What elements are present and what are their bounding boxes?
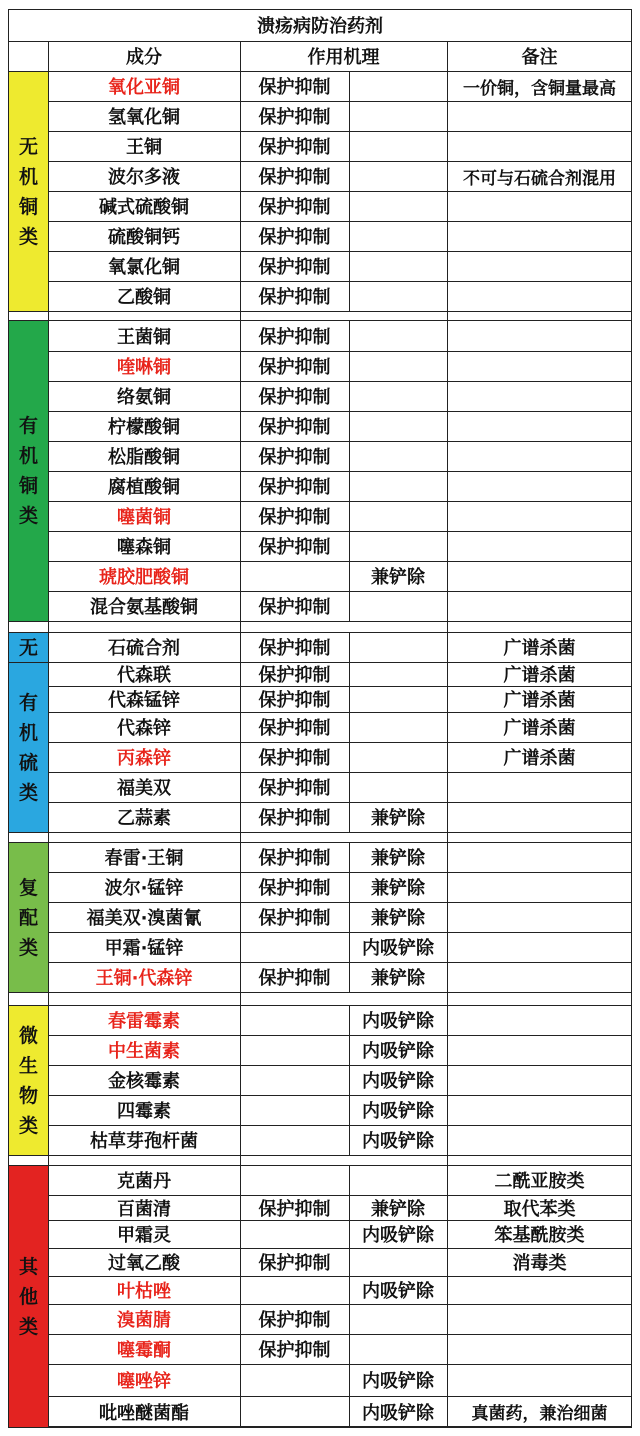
ingredient-cell: 代森锌: [117, 718, 171, 739]
note-cell: [447, 902, 632, 932]
category-label-char: 铜: [18, 195, 38, 218]
mechanism-protect-cell: [240, 1276, 349, 1304]
mechanism-eradicate-cell: 内吸铲除: [362, 938, 434, 959]
mechanism-eradicate-cell: [349, 281, 447, 311]
ingredient-cell: 春雷霉素: [108, 1011, 180, 1032]
note-cell: 消毒类: [512, 1253, 567, 1274]
column-divider: [240, 320, 241, 621]
mechanism-eradicate-cell: 内吸铲除: [362, 1402, 434, 1424]
category-label-char: 类: [18, 225, 38, 248]
column-divider: [447, 632, 448, 662]
note-cell: [447, 1065, 632, 1095]
ingredient-cell: 氧化亚铜: [108, 77, 180, 98]
mechanism-eradicate-cell: [349, 591, 447, 621]
mechanism-eradicate-cell: 内吸铲除: [362, 1371, 434, 1392]
note-cell: [447, 932, 632, 962]
note-cell: [447, 191, 632, 221]
column-divider: [240, 1005, 241, 1155]
group-divider: [8, 832, 632, 833]
note-cell: 广谱杀菌: [503, 638, 576, 659]
column-divider: [447, 71, 448, 311]
note-cell: 笨基酰胺类: [494, 1225, 585, 1246]
ingredient-cell: 喹啉铜: [117, 357, 171, 378]
category-label-char: 类: [18, 1315, 38, 1338]
note-cell: [447, 591, 632, 621]
mechanism-protect-cell: 保护抑制: [258, 107, 331, 128]
column-divider: [447, 311, 448, 320]
note-cell: [447, 561, 632, 591]
ingredient-cell: 碱式硫酸铜: [99, 197, 189, 218]
mechanism-eradicate-cell: [349, 71, 447, 101]
ingredient-cell: 噻森铜: [117, 537, 171, 558]
group-divider: [8, 842, 632, 843]
mechanism-protect-cell: 保护抑制: [258, 227, 331, 248]
group-divider: [8, 632, 632, 633]
table-title: 溃疡病防治药剂: [257, 16, 383, 37]
column-divider: [349, 1005, 350, 1155]
note-cell: [447, 962, 632, 992]
column-divider: [240, 662, 241, 832]
note-cell: [447, 471, 632, 501]
ingredient-cell: 腐植酸铜: [108, 477, 180, 498]
column-divider: [240, 632, 241, 662]
mechanism-eradicate-cell: [349, 501, 447, 531]
column-divider: [48, 41, 49, 71]
column-divider: [48, 621, 49, 632]
mechanism-eradicate-cell: [349, 1334, 447, 1364]
mechanism-protect-cell: 保护抑制: [258, 257, 331, 278]
ingredient-cell: 溴菌腈: [117, 1310, 171, 1331]
group-divider: [8, 1005, 632, 1006]
ingredient-cell: 琥胶肥酸铜: [99, 567, 189, 588]
mechanism-protect-cell: 保护抑制: [258, 507, 331, 528]
note-cell: [447, 281, 632, 311]
mechanism-protect-cell: 保护抑制: [258, 287, 331, 308]
mechanism-protect-cell: 保护抑制: [258, 908, 331, 929]
column-divider: [240, 842, 241, 992]
category-label-char: 硫: [18, 751, 38, 774]
note-cell: [447, 1304, 632, 1334]
column-divider: [240, 621, 241, 632]
category-compound: [9, 843, 48, 992]
mechanism-eradicate-cell: [349, 221, 447, 251]
mechanism-protect-cell: 保护抑制: [258, 638, 331, 659]
group-divider: [8, 621, 632, 622]
column-divider: [240, 311, 241, 320]
mechanism-eradicate-cell: [349, 161, 447, 191]
category-label-char: 铜: [18, 475, 38, 497]
group-divider: [8, 662, 632, 663]
mechanism-protect-cell: 保护抑制: [258, 447, 331, 468]
ingredient-cell: 王铜·代森锌: [95, 968, 193, 989]
category-label-char: 类: [18, 505, 38, 527]
column-divider: [447, 832, 448, 842]
mechanism-eradicate-cell: 兼铲除: [371, 808, 425, 829]
mechanism-eradicate-cell: 兼铲除: [371, 848, 425, 869]
category-microbial: [9, 1006, 48, 1155]
note-cell: [447, 441, 632, 471]
mechanism-protect-cell: 保护抑制: [258, 748, 331, 769]
column-divider: [48, 311, 49, 320]
note-cell: 一价铜，含铜量最高: [463, 78, 616, 99]
note-cell: [447, 1005, 632, 1035]
group-divider: [8, 311, 632, 312]
mechanism-protect-cell: 保护抑制: [258, 1253, 331, 1274]
category-label-char: 配: [18, 906, 38, 929]
category-inorganic-copper: [9, 72, 48, 311]
ingredient-cell: 乙蒜素: [117, 808, 171, 829]
mechanism-protect-cell: 保护抑制: [258, 137, 331, 158]
group-divider: [8, 1165, 632, 1166]
note-cell: [447, 1276, 632, 1304]
column-divider: [447, 662, 448, 832]
mechanism-eradicate-cell: 兼铲除: [371, 908, 425, 929]
note-cell: [447, 501, 632, 531]
column-divider: [48, 320, 49, 621]
mechanism-eradicate-cell: [349, 531, 447, 561]
mechanism-protect-cell: 保护抑制: [258, 417, 331, 438]
mechanism-eradicate-cell: 内吸铲除: [362, 1101, 434, 1122]
mechanism-protect-cell: 保护抑制: [258, 167, 331, 188]
column-divider: [447, 1165, 448, 1427]
mechanism-protect-cell: 保护抑制: [258, 357, 331, 378]
ingredient-cell: 氧氯化铜: [108, 257, 180, 278]
column-divider: [349, 662, 350, 832]
column-divider: [349, 71, 350, 311]
column-divider: [447, 1155, 448, 1165]
mechanism-eradicate-cell: [349, 191, 447, 221]
column-divider: [447, 621, 448, 632]
ingredient-cell: 波尔多液: [108, 167, 180, 188]
note-cell: 真菌药，兼治细菌: [471, 1404, 608, 1424]
note-cell: [447, 1364, 632, 1396]
column-divider: [48, 1155, 49, 1165]
mechanism-protect-cell: 保护抑制: [258, 690, 331, 711]
mechanism-protect-cell: [240, 1065, 349, 1095]
column-divider: [48, 1005, 49, 1155]
ingredient-cell: 波尔·锰锌: [104, 878, 184, 899]
category-label-char: 其: [18, 1255, 38, 1278]
category-label-char: 物: [18, 1084, 38, 1107]
category-label-char: 类: [18, 1114, 38, 1137]
mechanism-eradicate-cell: [349, 381, 447, 411]
mechanism-protect-cell: [240, 1125, 349, 1155]
category-label-char: 复: [18, 876, 38, 899]
category-organic-copper: [9, 321, 48, 621]
note-cell: [447, 221, 632, 251]
note-cell: 不可与石硫合剂混用: [463, 168, 616, 189]
mechanism-protect-cell: [240, 1095, 349, 1125]
ingredient-cell: 噻霉酮: [117, 1340, 171, 1361]
mechanism-eradicate-cell: [349, 441, 447, 471]
note-cell: [447, 1035, 632, 1065]
mechanism-eradicate-cell: 兼铲除: [371, 567, 425, 588]
ingredient-cell: 枯草芽孢杆菌: [90, 1131, 198, 1152]
category-label-char: 有: [18, 691, 38, 714]
note-cell: 广谱杀菌: [503, 718, 576, 739]
mechanism-eradicate-cell: 内吸铲除: [362, 1041, 434, 1062]
mechanism-eradicate-cell: [349, 742, 447, 772]
note-cell: [447, 101, 632, 131]
note-cell: [447, 1095, 632, 1125]
ingredient-cell: 春雷·王铜: [104, 848, 184, 869]
mechanism-eradicate-cell: 内吸铲除: [362, 1225, 434, 1246]
header-ingredient: 成分: [126, 47, 162, 68]
mechanism-eradicate-cell: 内吸铲除: [362, 1131, 434, 1152]
column-divider: [349, 1165, 350, 1427]
column-divider: [48, 832, 49, 842]
mechanism-protect-cell: 保护抑制: [258, 968, 331, 989]
ingredient-cell: 氢氧化铜: [108, 107, 180, 128]
ingredient-cell: 丙森锌: [117, 748, 171, 769]
mechanism-eradicate-cell: [349, 1165, 447, 1195]
column-divider: [240, 992, 241, 1005]
header-mechanism: 作用机理: [307, 47, 380, 68]
column-divider: [240, 1155, 241, 1165]
ingredient-cell: 络氨铜: [117, 387, 171, 408]
mechanism-protect-cell: 保护抑制: [258, 537, 331, 558]
column-divider: [240, 41, 241, 71]
note-cell: [447, 251, 632, 281]
mechanism-eradicate-cell: [349, 251, 447, 281]
column-divider: [349, 842, 350, 992]
ingredient-cell: 噻菌铜: [117, 507, 171, 528]
mechanism-eradicate-cell: [349, 351, 447, 381]
note-cell: [447, 802, 632, 832]
mechanism-protect-cell: 保护抑制: [258, 77, 331, 98]
mechanism-eradicate-cell: [349, 1248, 447, 1276]
ingredient-cell: 松脂酸铜: [108, 447, 180, 468]
note-cell: [447, 351, 632, 381]
ingredient-cell: 甲霜灵: [117, 1225, 171, 1246]
column-divider: [48, 71, 49, 311]
note-cell: 广谱杀菌: [503, 690, 576, 711]
category-label-char: 机: [18, 445, 38, 467]
mechanism-protect-cell: [240, 1364, 349, 1396]
note-cell: 广谱杀菌: [503, 748, 576, 769]
mechanism-eradicate-cell: [349, 411, 447, 441]
mechanism-protect-cell: [240, 561, 349, 591]
ingredient-cell: 王菌铜: [117, 326, 171, 348]
mechanism-eradicate-cell: [349, 101, 447, 131]
category-label-char: 他: [18, 1285, 38, 1308]
category-other: [9, 1166, 48, 1427]
category-label-char: 类: [18, 936, 38, 959]
mechanism-protect-cell: 保护抑制: [258, 597, 331, 618]
column-divider: [240, 1165, 241, 1427]
column-divider: [48, 1165, 49, 1427]
column-divider: [447, 1005, 448, 1155]
category-label-char: 类: [18, 781, 38, 804]
category-label-char: 生: [18, 1054, 38, 1077]
mechanism-protect-cell: [240, 1220, 349, 1248]
column-divider: [48, 632, 49, 662]
mechanism-protect-cell: 保护抑制: [258, 387, 331, 408]
mechanism-eradicate-cell: [349, 632, 447, 662]
mechanism-protect-cell: 保护抑制: [258, 1198, 331, 1220]
mechanism-protect-cell: 保护抑制: [258, 665, 331, 686]
mechanism-eradicate-cell: [349, 772, 447, 802]
note-cell: 取代苯类: [503, 1198, 576, 1220]
mechanism-protect-cell: 保护抑制: [258, 1340, 331, 1361]
note-cell: [447, 320, 632, 351]
mechanism-protect-cell: 保护抑制: [258, 477, 331, 498]
category-label-char: 无: [18, 636, 38, 659]
note-cell: [447, 772, 632, 802]
mechanism-eradicate-cell: [349, 686, 447, 712]
mechanism-eradicate-cell: 内吸铲除: [362, 1011, 434, 1032]
column-divider: [48, 992, 49, 1005]
ingredient-cell: 混合氨基酸铜: [90, 597, 198, 618]
title-divider: [8, 41, 632, 42]
ingredient-cell: 过氧乙酸: [108, 1253, 180, 1274]
mechanism-protect-cell: 保护抑制: [258, 878, 331, 899]
ingredient-cell: 四霉素: [117, 1101, 171, 1122]
column-divider: [240, 832, 241, 842]
mechanism-eradicate-cell: 内吸铲除: [362, 1281, 434, 1302]
mechanism-eradicate-cell: [349, 131, 447, 161]
mechanism-protect-cell: 保护抑制: [258, 848, 331, 869]
ingredient-cell: 噻唑锌: [117, 1371, 171, 1392]
column-divider: [48, 662, 49, 832]
ingredient-cell: 代森锰锌: [108, 690, 180, 711]
mechanism-eradicate-cell: 兼铲除: [371, 1198, 425, 1220]
mechanism-protect-cell: [240, 1035, 349, 1065]
ingredient-cell: 吡唑醚菌酯: [99, 1402, 189, 1424]
group-divider: [8, 71, 632, 72]
note-cell: [447, 872, 632, 902]
mechanism-protect-cell: 保护抑制: [258, 197, 331, 218]
group-divider: [8, 992, 632, 993]
ingredient-cell: 金核霉素: [108, 1071, 180, 1092]
column-divider: [48, 842, 49, 992]
mechanism-protect-cell: 保护抑制: [258, 718, 331, 739]
ingredient-cell: 福美双·溴菌氰: [86, 908, 202, 929]
ingredient-cell: 王铜: [126, 137, 162, 158]
note-cell: 广谱杀菌: [503, 665, 576, 686]
column-divider: [240, 71, 241, 311]
mechanism-protect-cell: 保护抑制: [258, 1310, 331, 1331]
note-cell: [447, 1125, 632, 1155]
mechanism-eradicate-cell: [349, 320, 447, 351]
mechanism-protect-cell: 保护抑制: [258, 326, 331, 348]
ingredient-cell: 克菌丹: [117, 1171, 171, 1192]
column-divider: [349, 320, 350, 621]
header-note: 备注: [521, 47, 558, 68]
group-divider: [8, 1427, 632, 1428]
note-cell: [447, 531, 632, 561]
note-cell: [447, 842, 632, 872]
mechanism-eradicate-cell: [349, 712, 447, 742]
column-divider: [447, 992, 448, 1005]
ingredient-cell: 叶枯唑: [117, 1281, 171, 1302]
ingredient-cell: 福美双: [117, 778, 171, 799]
category-inorganic-sulfur: [9, 633, 48, 662]
note-cell: [447, 411, 632, 441]
ingredient-cell: 石硫合剂: [108, 638, 180, 659]
mechanism-eradicate-cell: [349, 1304, 447, 1334]
column-divider: [447, 842, 448, 992]
note-cell: [447, 381, 632, 411]
mechanism-protect-cell: [240, 932, 349, 962]
mechanism-eradicate-cell: [349, 662, 447, 686]
mechanism-eradicate-cell: 内吸铲除: [362, 1071, 434, 1092]
ingredient-cell: 柠檬酸铜: [108, 417, 180, 438]
note-cell: [447, 131, 632, 161]
category-label-char: 有: [18, 415, 38, 437]
mechanism-eradicate-cell: [349, 471, 447, 501]
category-label-char: 无: [18, 135, 38, 158]
group-divider: [8, 1155, 632, 1156]
mechanism-protect-cell: 保护抑制: [258, 778, 331, 799]
column-divider: [447, 41, 448, 71]
mechanism-protect-cell: 保护抑制: [258, 808, 331, 829]
category-organic-sulfur: [9, 663, 48, 832]
column-divider: [349, 632, 350, 662]
column-divider: [447, 320, 448, 621]
category-label-char: 微: [18, 1024, 38, 1047]
mechanism-protect-cell: [240, 1005, 349, 1035]
mechanism-protect-cell: [240, 1165, 349, 1195]
mechanism-eradicate-cell: 兼铲除: [371, 968, 425, 989]
ingredient-cell: 硫酸铜钙: [108, 227, 180, 248]
ingredient-cell: 代森联: [117, 665, 171, 686]
ingredient-cell: 甲霜·锰锌: [104, 938, 184, 959]
ingredient-cell: 中生菌素: [108, 1041, 180, 1062]
note-cell: [447, 1334, 632, 1364]
category-label-char: 机: [18, 721, 38, 744]
mechanism-protect-cell: [240, 1396, 349, 1427]
mechanism-eradicate-cell: 兼铲除: [371, 878, 425, 899]
ingredient-cell: 百菌清: [117, 1198, 171, 1220]
category-label-char: 机: [18, 165, 38, 188]
group-divider: [8, 320, 632, 321]
ingredient-cell: 乙酸铜: [117, 287, 171, 308]
note-cell: 二酰亚胺类: [494, 1171, 585, 1192]
